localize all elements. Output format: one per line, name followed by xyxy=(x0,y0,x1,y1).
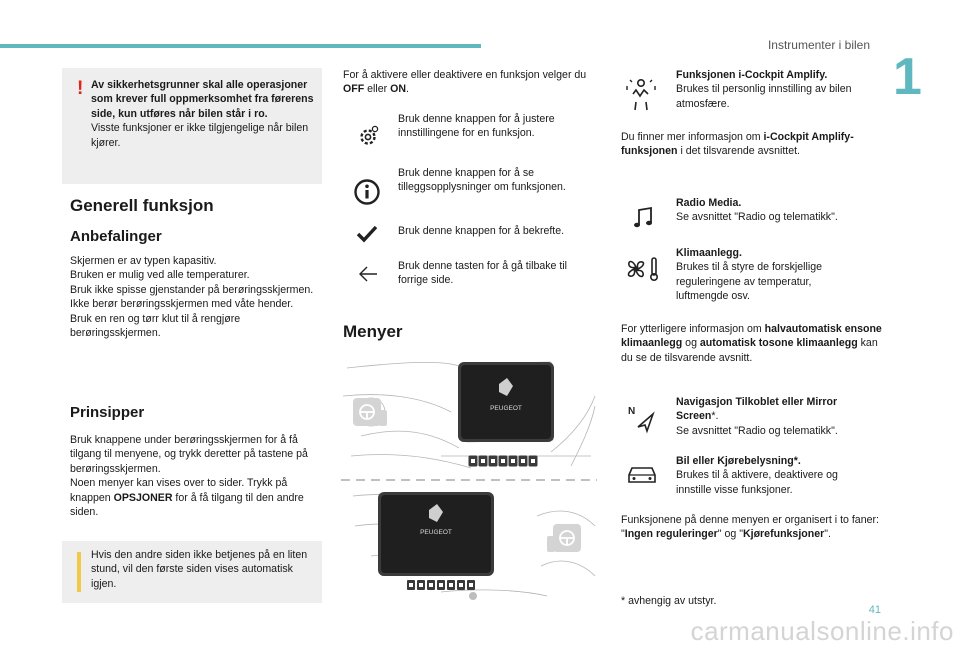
climate-description xyxy=(676,246,866,304)
warning-normal-text: Visste funksjoner er ikke tilgjengelige når bilen kjører. xyxy=(91,122,309,149)
navigation-text: Se avsnittet "Radio og telematikk". xyxy=(676,424,838,437)
text-run: og xyxy=(682,337,700,350)
watermark: carmanualsonline.info xyxy=(690,616,954,646)
note-text: Hvis den andre siden ikke betjenes på en liten stund, vil den første siden vises automatisk igjen. xyxy=(91,549,308,590)
vehicle-description xyxy=(676,454,871,497)
recommendation-line: Bruk ikke spisse gjenstander på berøringsskjermen. xyxy=(70,283,314,296)
header-accent-bar xyxy=(0,44,481,48)
principles-paragraph-2 xyxy=(70,476,325,519)
footnote-star: * xyxy=(711,410,716,423)
recommendation-line: Bruken er mulig ved alle temperaturer. xyxy=(70,269,250,282)
principles-paragraph-1: Bruk knappene under berøringsskjermen for å få tilgang til menyene, og trykk deretter på tastene på berøringsskjermen. xyxy=(70,434,308,475)
music-note-icon xyxy=(632,206,656,230)
climate-text: Brukes til å styre de forskjellige reguleringene av temperatur, luftmengde osv. xyxy=(676,261,823,303)
text-run: ". xyxy=(824,528,831,541)
navigation-description xyxy=(676,395,866,438)
text-run: For ytterligere informasjon om xyxy=(621,323,765,335)
text-run-bold: i-Cockpit Amplify-funksjonen xyxy=(621,131,854,158)
page-number: 41 xyxy=(868,604,881,616)
brand-logo-text: PEUGEOT xyxy=(490,405,522,412)
back-arrow-icon xyxy=(357,264,379,284)
tab-name-1: Ingen reguleringer xyxy=(624,528,718,541)
vehicle-icon xyxy=(627,463,657,485)
confirm-button-description: Bruk denne knappen for å bekrefte. xyxy=(398,225,565,237)
recommendation-line: Skjermen er av typen kapasitiv. xyxy=(70,255,217,267)
intro-text xyxy=(343,68,598,97)
svg-text:N: N xyxy=(628,406,636,417)
settings-icon xyxy=(355,124,381,150)
radio-media-description xyxy=(676,196,866,225)
dashboard-illustration xyxy=(341,356,597,606)
off-label: OFF xyxy=(343,83,365,96)
warning-box xyxy=(62,68,322,184)
i-cockpit-description xyxy=(676,68,866,111)
options-label: OPSJONER xyxy=(113,491,173,504)
climate-more-info xyxy=(621,322,883,365)
radio-media-title: Radio Media. xyxy=(676,197,742,209)
vehicle-title: Bil eller Kjørebelysning*. xyxy=(676,455,801,467)
text-run: Du finner mer informasjon om xyxy=(621,131,764,143)
text-run: kan du se de tilsvarende avsnitt. xyxy=(621,337,878,364)
note-marker xyxy=(77,552,81,592)
text-run: Funksjonene på denne menyen er organisert i to faner: " xyxy=(621,514,879,541)
radio-media-text: Se avsnittet "Radio og telematikk". xyxy=(676,211,838,224)
brand-logo-text-2: PEUGEOT xyxy=(420,529,452,536)
vehicle-text: Brukes til å aktivere, deaktivere og innstille visse funksjoner. xyxy=(676,469,838,496)
i-cockpit-amplify-icon xyxy=(624,74,658,114)
text-run-bold: automatisk tosone klimaanlegg xyxy=(699,337,858,350)
recommendation-line: Ikke berør berøringsskjermen med våte hender. xyxy=(70,298,294,311)
back-button-description: Bruk denne tasten for å gå tilbake til forrige side. xyxy=(398,260,568,287)
recommendations-heading: Anbefalinger xyxy=(70,228,162,245)
tabs-text xyxy=(621,513,883,542)
warning-text xyxy=(91,78,315,150)
climate-fan-icon xyxy=(624,255,660,283)
principles-text xyxy=(70,433,325,519)
chapter-number: 1 xyxy=(893,48,922,106)
navigation-title-text: Navigasjon Tilkoblet eller Mirror Screen xyxy=(676,396,838,423)
principles-heading: Prinsipper xyxy=(70,404,145,421)
text-run: . xyxy=(715,410,719,423)
recommendation-line: Bruk en ren og tørr klut til å rengjøre berøringsskjermen. xyxy=(70,312,241,340)
text-run: Noen menyer kan vises over to sider. Trykk på knappen xyxy=(70,477,288,504)
note-box xyxy=(62,541,322,603)
text-run: i det tilsvarende avsnittet. xyxy=(677,145,800,158)
i-cockpit-text: Brukes til personlig innstilling av bilen atmosfære. xyxy=(676,83,852,110)
text-run-bold: halvautomatisk ensone klimaanlegg xyxy=(621,323,882,350)
info-icon xyxy=(353,178,381,206)
chapter-title: Instrumenter i bilen xyxy=(767,38,870,52)
menus-heading: Menyer xyxy=(343,322,403,341)
text-run: For å aktivere eller deaktivere en funksjon velger du xyxy=(343,69,587,81)
navigation-icon xyxy=(627,404,657,434)
text-run: . xyxy=(405,83,409,96)
climate-title: Klimaanlegg. xyxy=(676,247,742,259)
settings-button-description: Bruk denne knappen for å justere innstillingene for en funksjon. xyxy=(398,113,555,140)
i-cockpit-more-info xyxy=(621,130,881,159)
section-heading: Generell funksjon xyxy=(70,196,214,215)
recommendations-text xyxy=(70,254,328,340)
tab-name-2: Kjørefunksjoner xyxy=(742,528,825,541)
text-run: eller xyxy=(364,83,391,96)
checkmark-icon xyxy=(356,225,378,243)
text-run: " og " xyxy=(717,528,743,541)
navigation-title xyxy=(676,395,866,424)
text-run: for å få tilgang til den andre siden. xyxy=(70,491,304,519)
info-button-description: Bruk denne knappen for å se tilleggsopplysninger om funksjonen. xyxy=(398,167,566,194)
warning-bold-text: Av sikkerhetsgrunner skal alle operasjoner som krever full oppmerksomhet fra førerens side, kun utføres når bilen står i ro. xyxy=(91,79,314,120)
on-label: ON xyxy=(390,83,406,96)
i-cockpit-title: Funksjonen i-Cockpit Amplify. xyxy=(676,69,828,81)
exclamation-icon: ! xyxy=(77,78,84,99)
footnote: * avhengig av utstyr. xyxy=(621,595,717,607)
